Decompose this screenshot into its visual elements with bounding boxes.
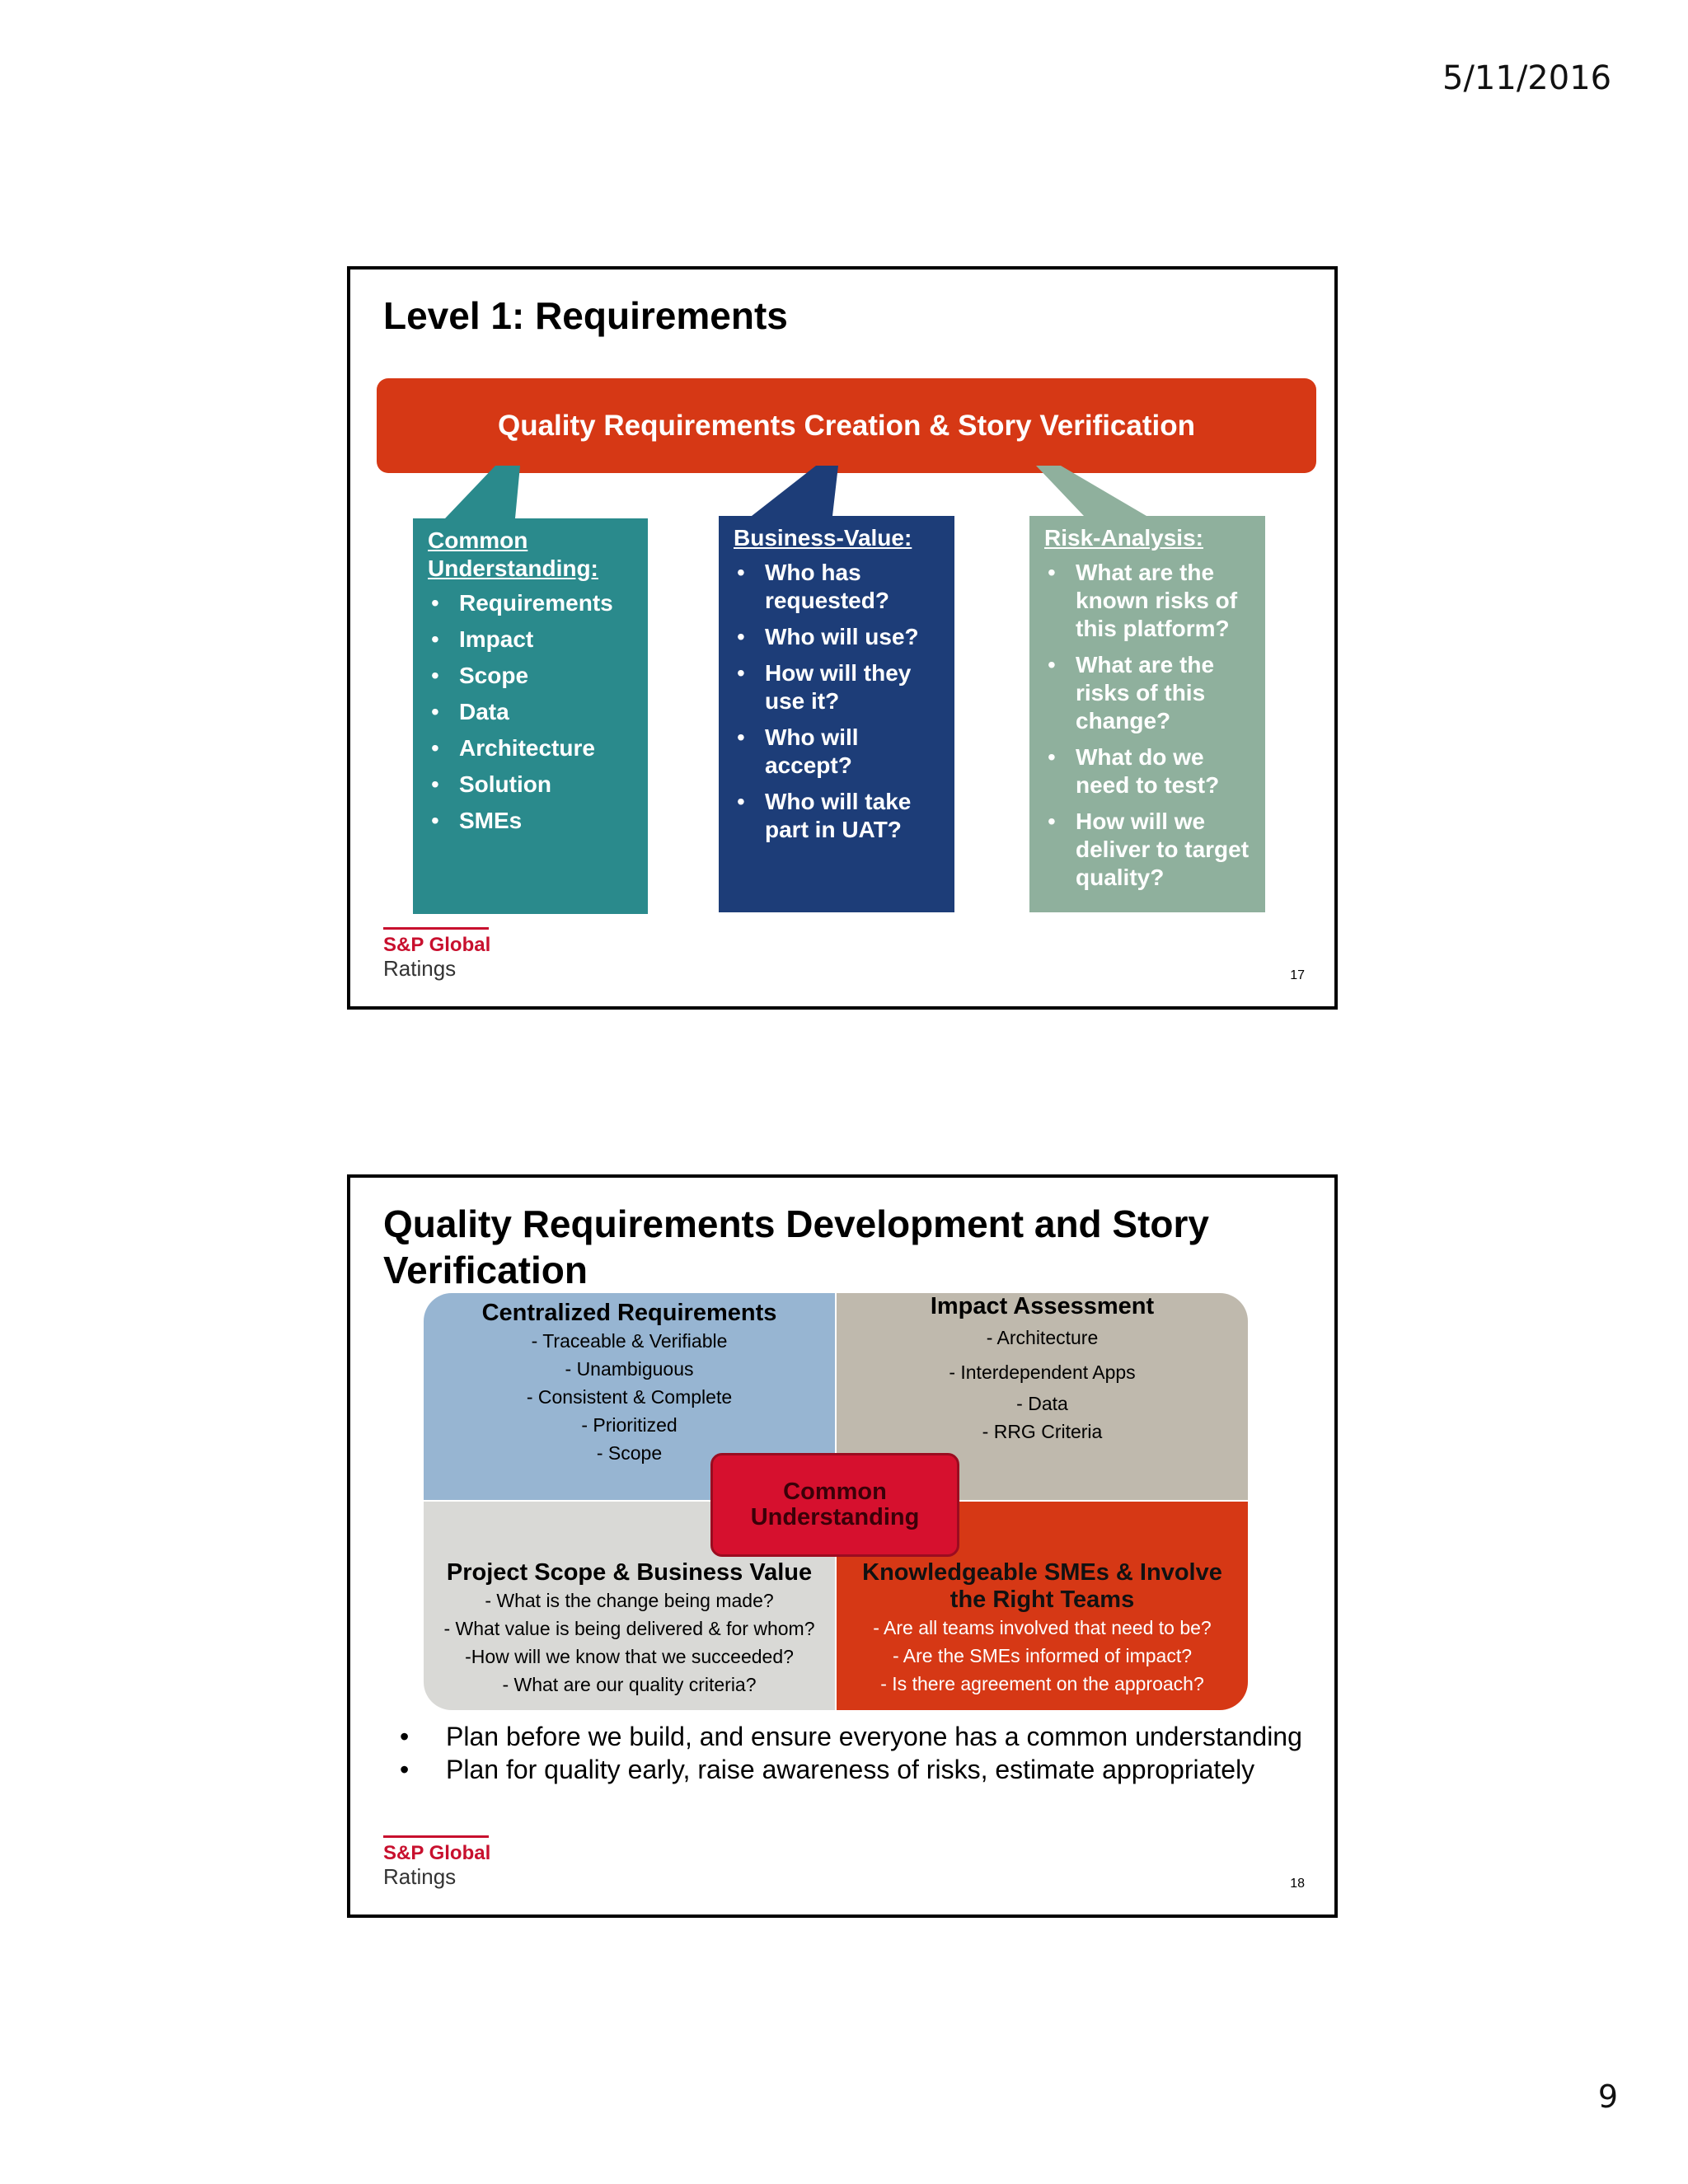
- list-item: • Solution: [428, 771, 633, 799]
- logo-name: S&P Global: [383, 934, 491, 956]
- box-header: Common Understanding:: [428, 527, 598, 581]
- logo-sub: Ratings: [383, 1864, 457, 1889]
- quadrant-title: Centralized Requirements: [481, 1300, 777, 1326]
- quadrant-line: - Interdependent Apps: [949, 1361, 1136, 1383]
- slide-title: Quality Requirements Development and Story Verification: [383, 1202, 1210, 1291]
- box-risk-analysis: [1029, 516, 1265, 912]
- box-header: Risk-Analysis:: [1044, 525, 1203, 551]
- badge-line: Understanding: [750, 1504, 920, 1530]
- slide-17: [347, 266, 1338, 1010]
- list-item: • SMEs: [428, 807, 633, 835]
- bullet-list: [734, 559, 940, 844]
- tail-common: [445, 466, 520, 518]
- box-common-understanding: [413, 518, 648, 914]
- slide-18: [347, 1174, 1338, 1918]
- list-item: • Who has requested?: [734, 559, 940, 615]
- sp-global-logo: [383, 1835, 490, 1888]
- quadrant-line: - Are the SMEs informed of impact?: [892, 1645, 1193, 1666]
- header-date: 5/11/2016: [1442, 59, 1612, 97]
- summary-bullets: [400, 1720, 1306, 1786]
- box-header: Business-Value:: [734, 525, 912, 551]
- quadrant-line: - Prioritized: [581, 1414, 678, 1436]
- quadrant-line: - Unambiguous: [565, 1358, 694, 1380]
- quadrant-title: Impact Assessment: [930, 1293, 1155, 1319]
- quadrant-line: - What is the change being made?: [485, 1590, 774, 1611]
- list-item: • Plan for quality early, raise awareness of risks, estimate appropriately: [400, 1753, 1306, 1786]
- slide-number: 18: [1290, 1877, 1305, 1891]
- logo-name: S&P Global: [383, 1842, 491, 1864]
- quadrant-line: - What value is being delivered & for whom?: [443, 1618, 815, 1639]
- common-understanding-badge: [710, 1453, 959, 1557]
- list-item: • Data: [428, 698, 633, 726]
- quadrant-line: - What are our quality criteria?: [502, 1674, 757, 1695]
- badge-line: Common: [783, 1479, 887, 1505]
- quadrant-line: - Traceable & Verifiable: [531, 1330, 728, 1352]
- quadrant-line: - Data: [1016, 1393, 1068, 1414]
- box-business-value: [719, 516, 954, 912]
- list-item: • What do we need to test?: [1044, 743, 1250, 799]
- list-item: • What are the risks of this change?: [1044, 651, 1250, 735]
- quadrant-line: -How will we know that we succeeded?: [465, 1646, 794, 1667]
- quadrant-title: Knowledgeable SMEs & Involve the Right Teams: [862, 1559, 1222, 1613]
- logo-sub: Ratings: [383, 956, 457, 981]
- bullet-list: [428, 589, 633, 835]
- quadrant-line: - Consistent & Complete: [526, 1386, 733, 1408]
- sp-global-logo: [383, 927, 490, 980]
- list-item: • Architecture: [428, 734, 633, 762]
- page-number: 9: [1597, 2079, 1618, 2115]
- callout-tails: [350, 269, 1341, 533]
- list-item: • Who will accept?: [734, 724, 940, 780]
- banner-quality-requirements: Quality Requirements Creation & Story Verification: [377, 378, 1316, 473]
- list-item: • What are the known risks of this platform?: [1044, 559, 1250, 643]
- quadrant-line: - Scope: [596, 1442, 663, 1464]
- list-item: • How will they use it?: [734, 659, 940, 715]
- list-item: • Impact: [428, 626, 633, 654]
- tail-business: [752, 466, 838, 516]
- slide-number: 17: [1290, 968, 1305, 982]
- quadrant-title: Project Scope & Business Value: [446, 1559, 813, 1586]
- quadrant-line: - RRG Criteria: [982, 1421, 1103, 1442]
- tail-risk: [1036, 466, 1146, 516]
- list-item: • How will we deliver to target quality?: [1044, 808, 1250, 892]
- list-item: • Requirements: [428, 589, 633, 617]
- list-item: • Who will use?: [734, 623, 940, 651]
- bullet-list: [1044, 559, 1250, 892]
- quadrant-line: - Architecture: [986, 1327, 1099, 1348]
- quadrant-line: - Are all teams involved that need to be?: [873, 1617, 1212, 1638]
- list-item: • Plan before we build, and ensure everyone has a common understanding: [400, 1720, 1306, 1753]
- list-item: • Scope: [428, 662, 633, 690]
- slide-title: Level 1: Requirements: [383, 294, 788, 337]
- quadrant-line: - Is there agreement on the approach?: [880, 1673, 1204, 1694]
- list-item: • Who will take part in UAT?: [734, 788, 940, 844]
